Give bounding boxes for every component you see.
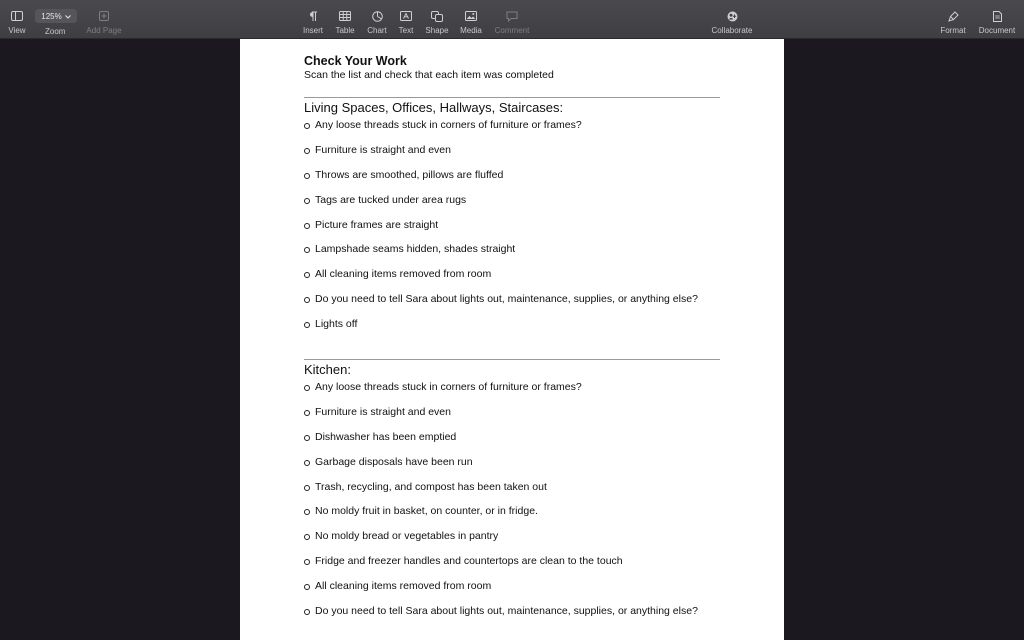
view-label: View bbox=[8, 26, 26, 35]
list-item-text: Trash, recycling, and compost has been taken out bbox=[315, 480, 547, 493]
bullet-icon bbox=[304, 198, 310, 204]
list-item-text: Furniture is straight and even bbox=[315, 143, 451, 156]
paragraph-icon bbox=[308, 6, 318, 26]
bullet-icon bbox=[304, 460, 310, 466]
list-item-text: Lampshade seams hidden, shades straight bbox=[315, 243, 516, 256]
bullet-icon bbox=[304, 559, 310, 565]
list-item bbox=[304, 505, 698, 530]
format-button[interactable] bbox=[936, 0, 970, 38]
media-button[interactable] bbox=[457, 0, 485, 38]
list-item bbox=[304, 456, 698, 481]
add-page-icon bbox=[99, 6, 109, 26]
list-item-text: All cleaning items removed from room bbox=[315, 268, 492, 281]
comment-label: Comment bbox=[494, 26, 530, 35]
bullet-icon bbox=[304, 410, 310, 416]
list-item-text: Dishwasher has been emptied bbox=[315, 430, 457, 443]
add-page-button[interactable] bbox=[84, 0, 124, 38]
bullet-icon bbox=[304, 609, 310, 615]
insert-label: Insert bbox=[302, 26, 323, 35]
section-heading-kitchen: Kitchen: bbox=[304, 362, 351, 377]
collaborate-button[interactable] bbox=[706, 0, 758, 38]
section-divider bbox=[304, 359, 720, 360]
comment-icon bbox=[506, 6, 518, 26]
list-item-text: No moldy bread or vegetables in pantry bbox=[315, 530, 499, 543]
bullet-icon bbox=[304, 247, 310, 253]
list-item bbox=[304, 530, 698, 555]
bullet-icon bbox=[304, 435, 310, 441]
collaborate-icon bbox=[726, 6, 739, 26]
bullet-icon bbox=[304, 223, 310, 229]
list-item bbox=[304, 406, 698, 431]
list-item-text: Tags are tucked under area rugs bbox=[315, 193, 467, 206]
insert-button[interactable] bbox=[300, 0, 326, 38]
list-item-text: No moldy fruit in basket, on counter, or in fridge. bbox=[315, 505, 538, 518]
list-item bbox=[304, 268, 698, 293]
section-divider bbox=[304, 97, 720, 98]
bullet-icon bbox=[304, 272, 310, 278]
bullet-icon bbox=[304, 509, 310, 515]
table-button[interactable] bbox=[332, 0, 358, 38]
list-item bbox=[304, 318, 698, 343]
shape-button[interactable] bbox=[423, 0, 451, 38]
bullet-icon bbox=[304, 123, 310, 129]
collaborate-label: Collaborate bbox=[711, 26, 753, 35]
comment-button[interactable] bbox=[492, 0, 532, 38]
section-heading-living-spaces: Living Spaces, Offices, Hallways, Staircases: bbox=[304, 100, 564, 115]
paintbrush-icon bbox=[948, 6, 959, 26]
bullet-icon bbox=[304, 385, 310, 391]
list-item bbox=[304, 431, 698, 456]
chart-icon bbox=[372, 6, 383, 26]
list-item-text: Furniture is straight and even bbox=[315, 405, 451, 418]
page-title: Check Your Work bbox=[304, 54, 407, 68]
list-item bbox=[304, 194, 698, 219]
bullet-icon bbox=[304, 534, 310, 540]
document-page[interactable] bbox=[240, 39, 784, 640]
list-item bbox=[304, 243, 698, 268]
chart-button[interactable] bbox=[364, 0, 390, 38]
list-item-text: Do you need to tell Sara about lights out, maintenance, supplies, or anything else? bbox=[315, 293, 698, 306]
list-item bbox=[304, 119, 698, 144]
chart-label: Chart bbox=[367, 26, 387, 35]
bullet-icon bbox=[304, 322, 310, 328]
media-label: Media bbox=[460, 26, 482, 35]
format-label: Format bbox=[940, 26, 966, 35]
list-item bbox=[304, 144, 698, 169]
table-label: Table bbox=[335, 26, 355, 35]
list-item bbox=[304, 219, 698, 244]
list-item bbox=[304, 381, 698, 406]
list-item bbox=[304, 605, 698, 630]
list-item bbox=[304, 169, 698, 194]
toolbar bbox=[0, 0, 1024, 39]
image-icon bbox=[465, 6, 477, 26]
list-item-text: Picture frames are straight bbox=[315, 218, 439, 231]
living-spaces-checklist bbox=[304, 119, 698, 343]
list-item bbox=[304, 580, 698, 605]
shape-icon bbox=[431, 6, 443, 26]
list-item-text: All cleaning items removed from room bbox=[315, 580, 492, 593]
list-item bbox=[304, 293, 698, 318]
view-button[interactable] bbox=[6, 0, 28, 38]
list-item-text: Lights off bbox=[315, 318, 358, 331]
document-button[interactable] bbox=[976, 0, 1018, 38]
shape-label: Shape bbox=[425, 26, 449, 35]
bullet-icon bbox=[304, 297, 310, 303]
list-item-text: Any loose threads stuck in corners of furniture or frames? bbox=[315, 119, 582, 131]
text-button[interactable] bbox=[394, 0, 418, 38]
kitchen-checklist bbox=[304, 381, 698, 630]
sidebar-icon bbox=[11, 6, 23, 26]
document-label: Document bbox=[978, 26, 1016, 35]
bullet-icon bbox=[304, 173, 310, 179]
text-label: Text bbox=[398, 26, 414, 35]
zoom-label: Zoom bbox=[45, 27, 66, 36]
table-icon bbox=[339, 6, 351, 26]
bullet-icon bbox=[304, 584, 310, 590]
page-subtitle: Scan the list and check that each item was completed bbox=[304, 69, 554, 81]
zoom-dropdown[interactable] bbox=[35, 9, 77, 23]
chevron-down-icon bbox=[65, 12, 71, 21]
list-item bbox=[304, 555, 698, 580]
list-item-text: Fridge and freezer handles and countertops are clean to the touch bbox=[315, 555, 623, 568]
text-box-icon bbox=[400, 6, 412, 26]
list-item bbox=[304, 481, 698, 506]
document-icon bbox=[993, 6, 1002, 26]
list-item-text: Garbage disposals have been run bbox=[315, 455, 473, 468]
list-item-text: Throws are smoothed, pillows are fluffed bbox=[315, 168, 504, 181]
add-page-label: Add Page bbox=[86, 26, 122, 35]
list-item-text: Any loose threads stuck in corners of furniture or frames? bbox=[315, 381, 582, 393]
bullet-icon bbox=[304, 148, 310, 154]
zoom-value: 125% bbox=[41, 11, 62, 21]
list-item-text: Do you need to tell Sara about lights out, maintenance, supplies, or anything else? bbox=[315, 605, 698, 618]
bullet-icon bbox=[304, 485, 310, 491]
